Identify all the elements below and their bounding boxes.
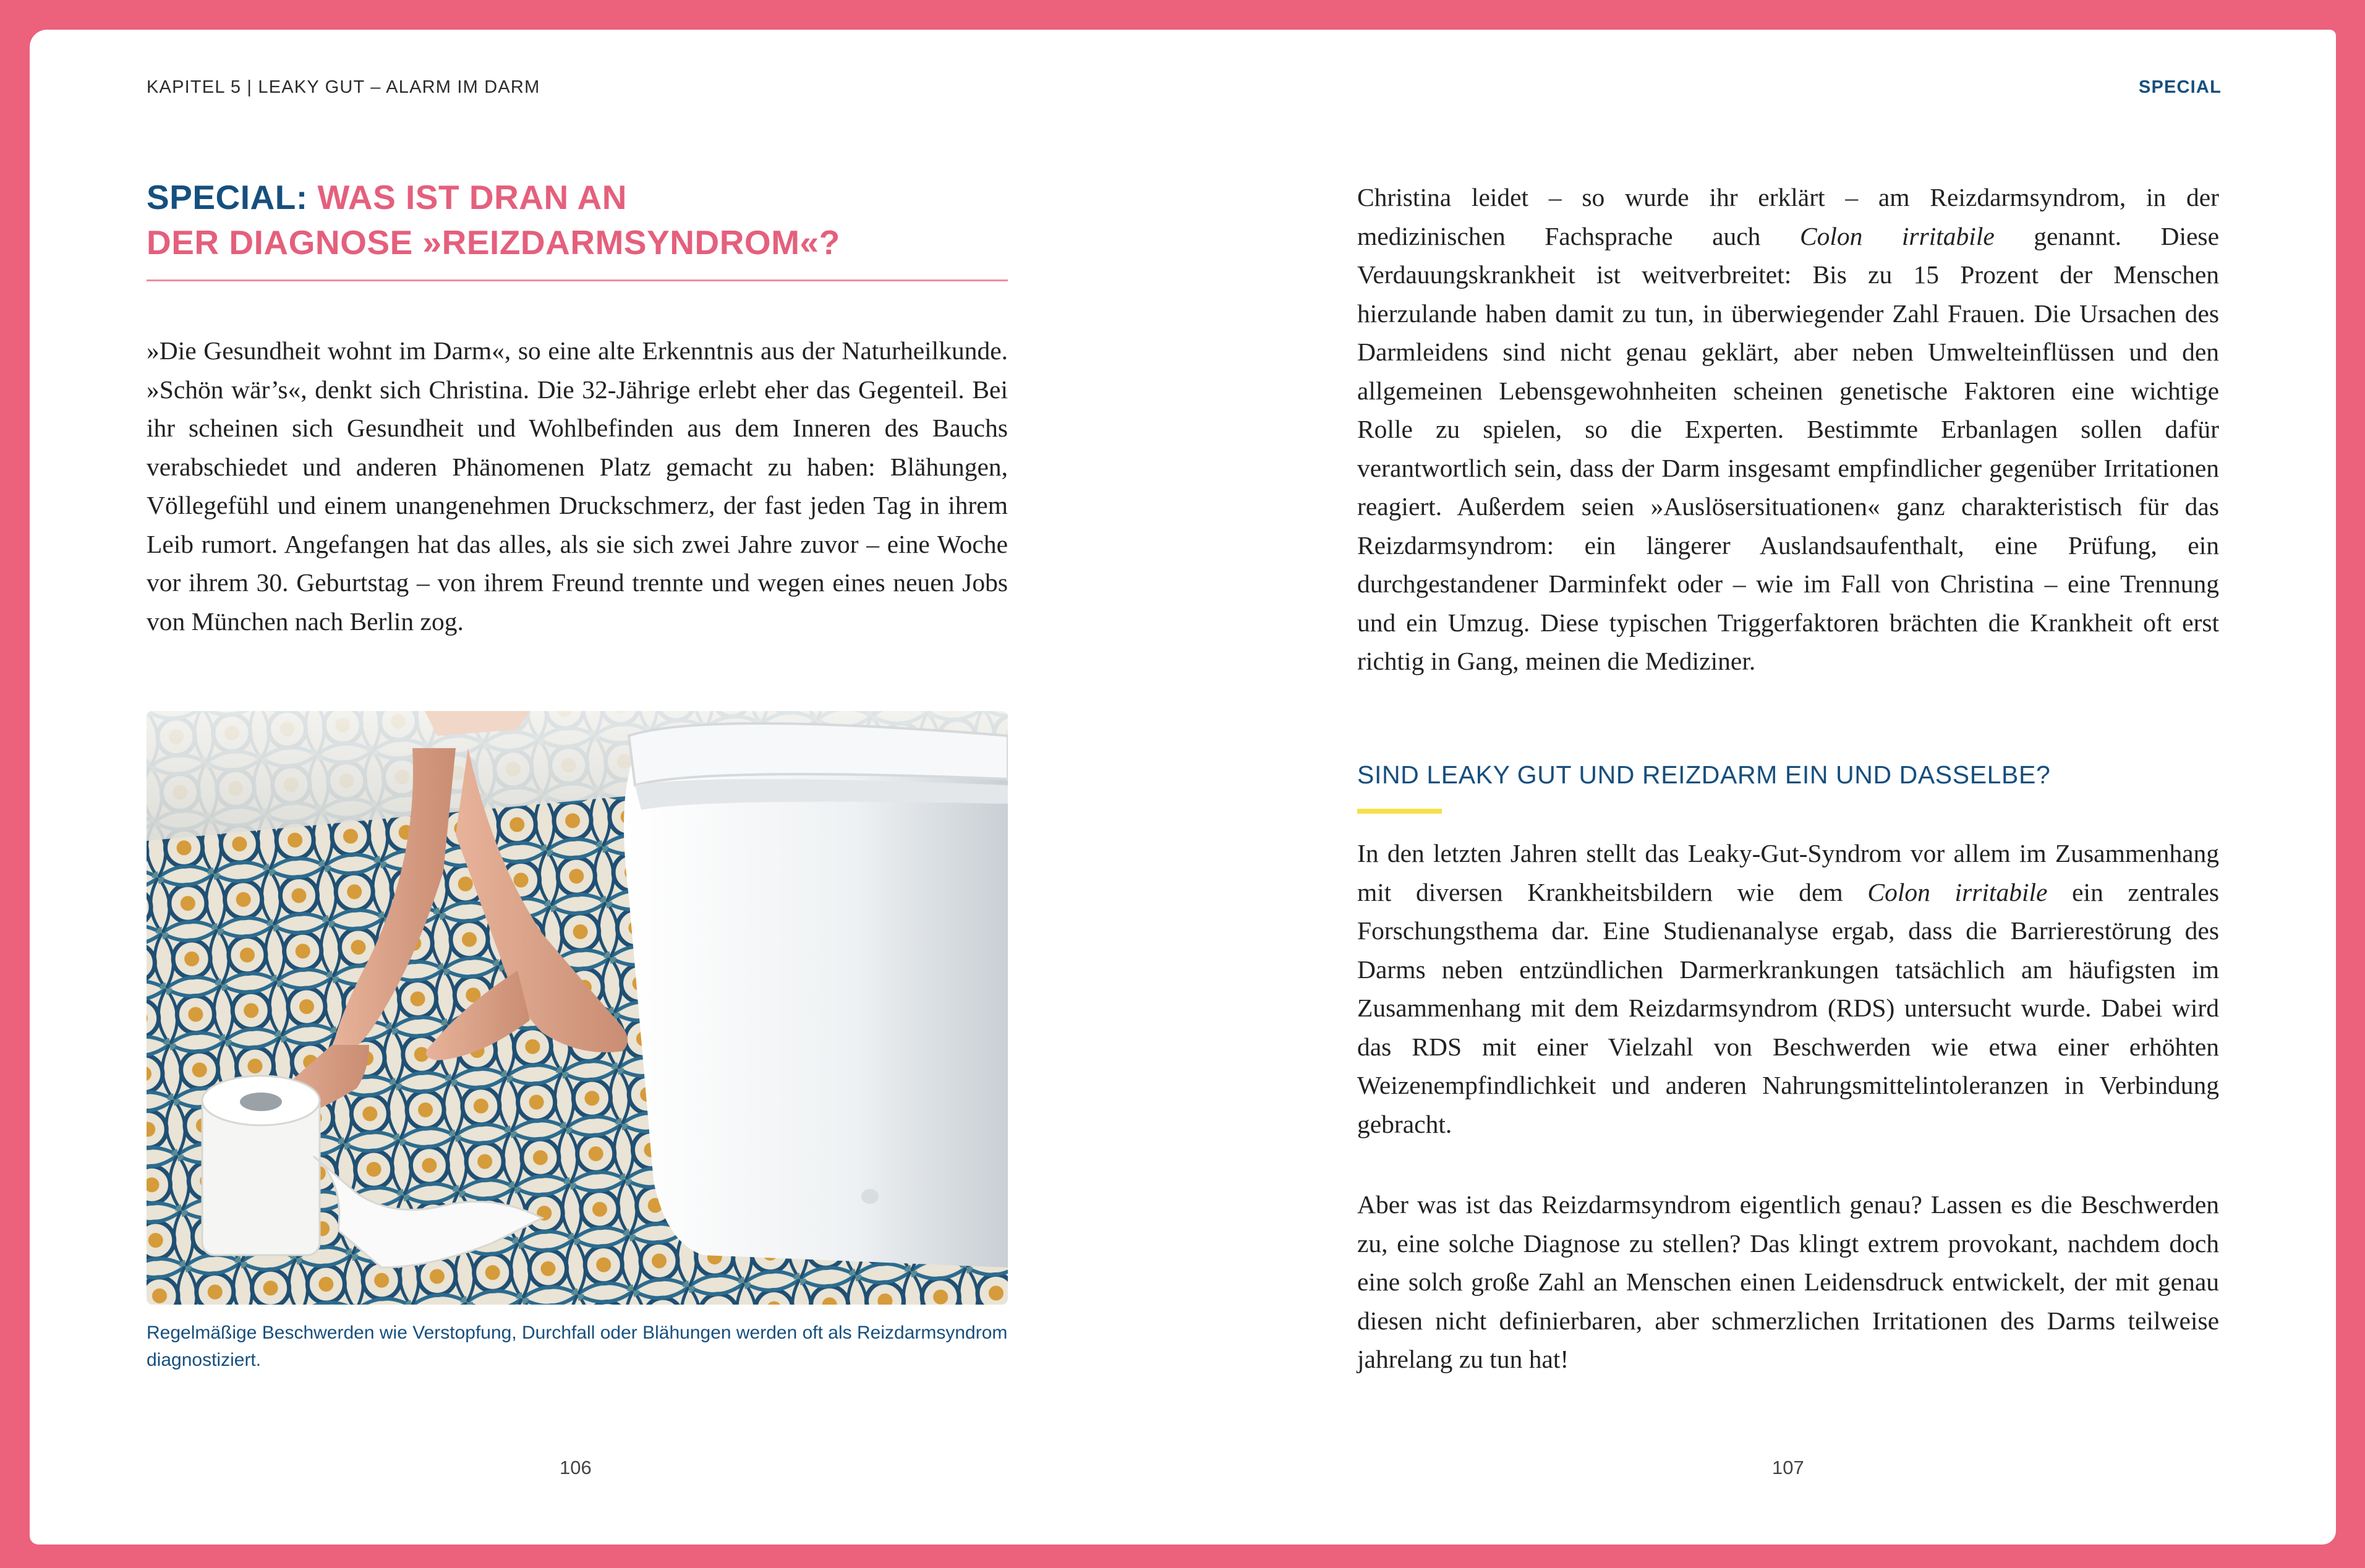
title-divider [147,279,1008,281]
subheading-accent-rule [1357,809,1442,814]
running-head-right: SPECIAL [2138,77,2222,97]
paragraph-1-text-a: Christina leidet – so wurde ihr erklärt – am Reizdarmsyndrom, in der medizinischen Fachsprache auch [1357,183,2219,250]
title-line-2: DER DIAGNOSE »REIZDARMSYNDROM«? [147,223,840,262]
body-paragraph-1 [1357,178,2219,681]
paragraph-2-emphasis: Colon irritabile [1867,877,2048,906]
bathroom-photo [147,711,1008,1305]
paragraph-1-text-b: genannt. Diese Verdauungskrankheit ist weitverbreitet: Bis zu 15 Prozent der Menschen hierzulande haben damit zu tun, in überwiegender Zahl Frauen. Die Ursachen des Darmleidens sind nicht genau geklärt, aber neben Umwelteinflüssen und den allgemeinen Lebensgewohnheiten scheinen genetische Faktoren eine wichtige Rolle zu spielen, so die Experten. Bestimmte Erbanlagen sollen dafür verantwortlich sein, dass der Darm insgesamt empfindlicher gegenüber Irritationen reagiert. Außerdem seien »Auslösersituationen« ganz charakteristisch für das Reizdarmsyndrom: ein längerer Auslandsaufenthalt, eine Prüfung, ein durchgestandener Darminfekt oder – wie im Fall von Christina – eine Trennung und ein Umzug. Diese typischen Triggerfaktoren brächten die Krankheit oft erst richtig in Gang, meinen die Mediziner. [1357,221,2219,675]
photo-caption: Regelmäßige Beschwerden wie Verstopfung, Durchfall oder Blähungen werden oft als Reizdarmsyndrom diagnostiziert. [147,1323,1008,1370]
page-number-left: 106 [560,1457,592,1478]
paragraph-2-text-b: ein zentrales Forschungsthema dar. Eine Studienanalyse ergab, dass die Barrierestörung des Darms neben entzündlichen Darmerkrankungen tatsächlich am häufigsten im Zusammenhang mit dem Reizdarmsyndrom (RDS) untersucht wurde. Dabei wird das RDS mit einer Vielzahl von Beschwerden wie etwa einer erhöhten Weizenempfindlichkeit und anderen Nahrungsmittelintoleranzen in Verbindung gebracht. [1357,877,2219,1138]
body-paragraph-3: Aber was ist das Reizdarmsyndrom eigentlich genau? Lassen es die Beschwerden zu, eine solche Diagnose zu stellen? Das klingt extrem provokant, nachdem doch eine solch große Zahl an Menschen einen Leidensdruck entwickelt, der mit genau diesen nicht definierbaren, aber schmerzlichen Irritationen des Darms teilweise jahrelang zu tun hat! [1357,1190,2219,1373]
paragraph-2-text-a: In den letzten Jahren stellt das Leaky-Gut-Syndrom vor allem im Zusammenhang mit diversen Krankheitsbildern wie dem [1357,839,2219,906]
paragraph-1-emphasis: Colon irritabile [1799,221,1995,250]
page-number-right: 107 [1772,1457,1804,1478]
running-head-left: KAPITEL 5 | LEAKY GUT – ALARM IM DARM [147,77,540,97]
body-paragraph-2 [1357,834,2219,1143]
title-keyword: SPECIAL: [147,178,308,216]
section-subheading: SIND LEAKY GUT UND REIZDARM EIN UND DASSELBE? [1357,761,2051,789]
intro-paragraph: »Die Gesundheit wohnt im Darm«, so eine alte Erkenntnis aus der Naturheilkunde. »Schön wär’s«, denkt sich Christina. Die 32-Jährige erlebt eher das Gegenteil. Bei ihr scheinen sich Gesundheit und Wohlbefinden aus dem Inneren des Bauchs verabschiedet und anderen Phänomenen Platz gemacht zu haben: Blähungen, Völlegefühl und einem unangenehmen Druckschmerz, der fast jeden Tag in ihrem Leib rumort. Angefangen hat das alles, als sie sich zwei Jahre zuvor – eine Woche vor ihrem 30. Geburtstag – von ihrem Freund trennte und wegen eines neuen Jobs von München nach Berlin zog. [147,336,1008,636]
page-title [147,175,1009,265]
title-line-1: WAS IST DRAN AN [317,178,627,216]
